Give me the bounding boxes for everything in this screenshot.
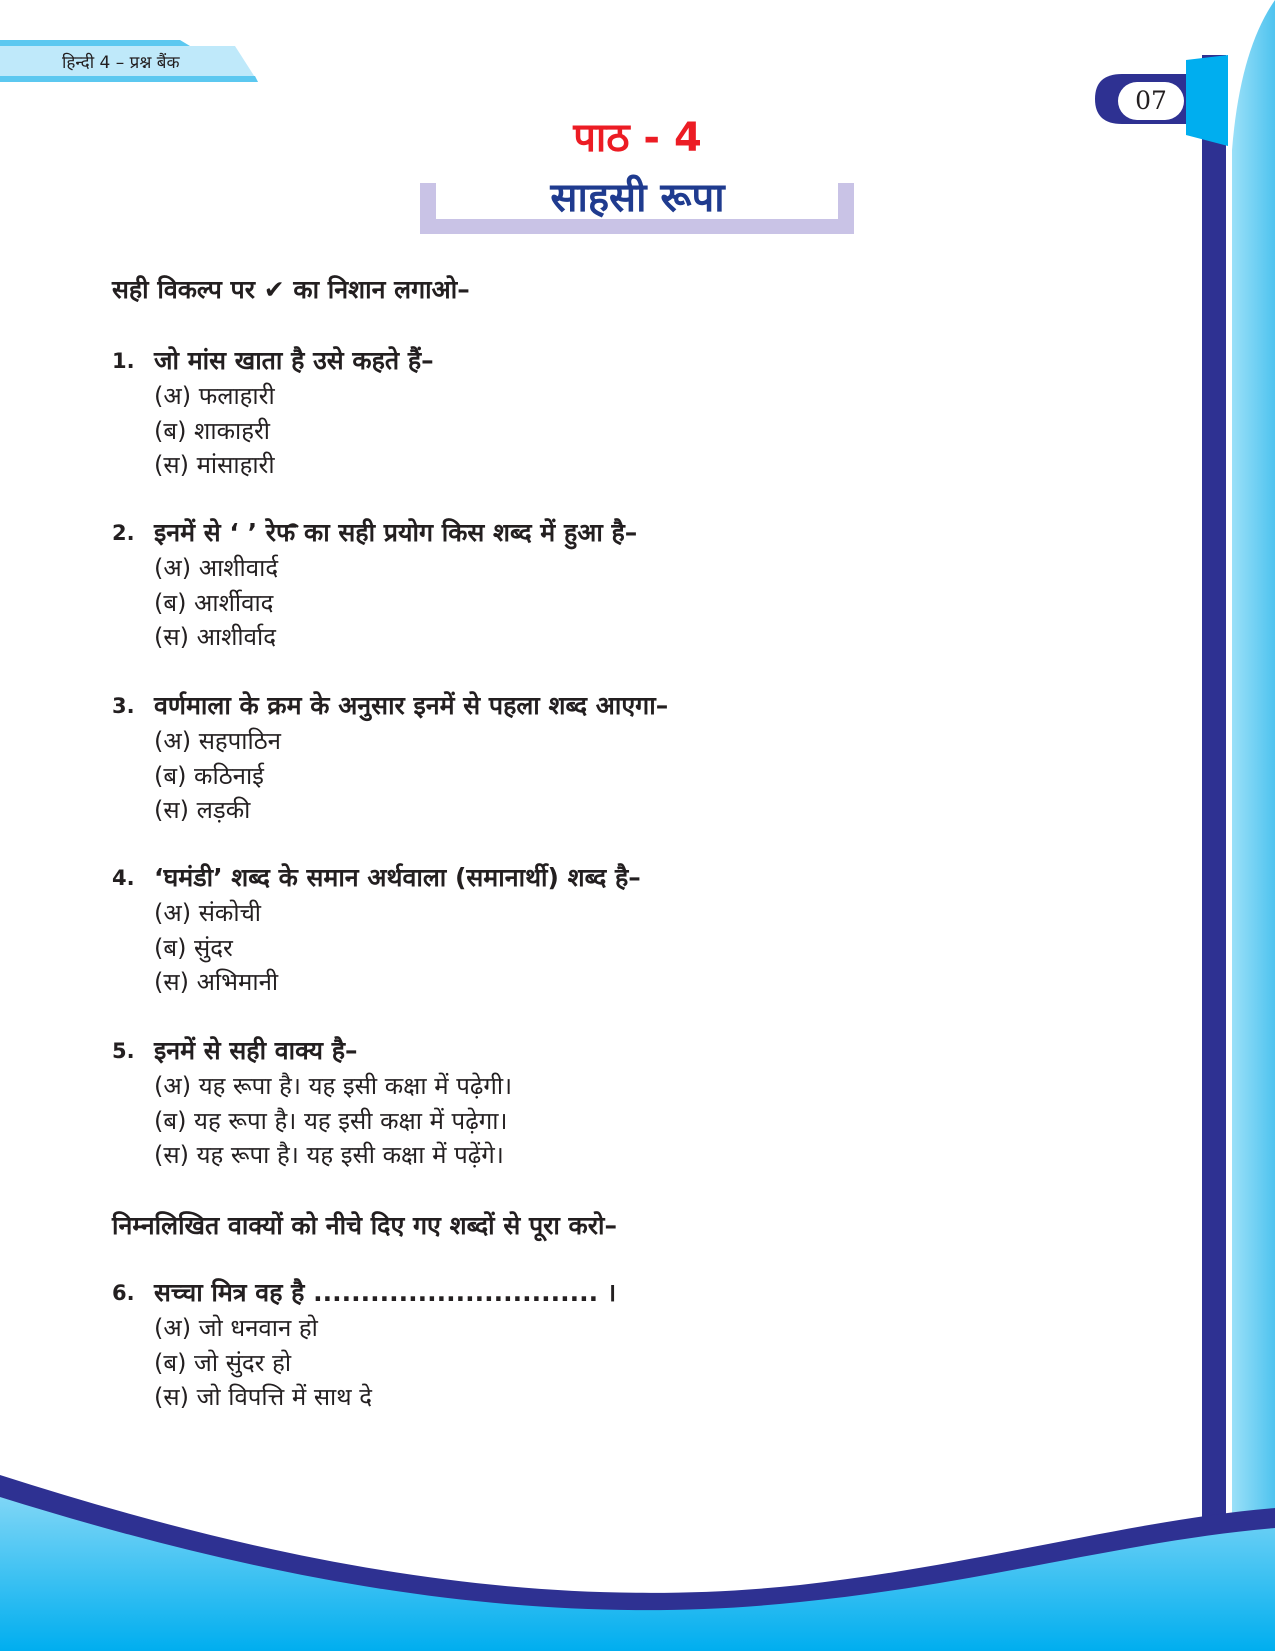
option-a: (अ) फलाहारी: [154, 382, 275, 410]
question-5: [112, 1033, 512, 1173]
question-number: 2.: [112, 521, 135, 545]
option-a: (अ) आशीवार्द: [154, 554, 279, 582]
right-navy-bar: [1202, 55, 1226, 1525]
option-a: (अ) संकोची: [154, 899, 262, 927]
header-tab-back: [0, 40, 190, 46]
instruction-post: का निशान लगाओ–: [293, 275, 470, 304]
question-2: [112, 515, 637, 655]
option-c: (स) यह रूपा है। यह इसी कक्षा में पढ़ेंगे।: [154, 1141, 504, 1169]
right-sky-band: [1232, 0, 1275, 1520]
page-number: 07: [1135, 86, 1167, 115]
section-instruction: [112, 272, 470, 306]
lesson-number: पाठ - 4: [573, 115, 702, 161]
option-c: (स) लड़की: [154, 796, 251, 824]
option-b: (ब) सुंदर: [154, 933, 233, 962]
option-b: (ब) यह रूपा है। यह इसी कक्षा में पढ़ेगा।: [154, 1106, 508, 1135]
check-icon: ✔: [263, 275, 285, 304]
question-text: ‘घमंडी’ शब्द के समान अर्थवाला (समानार्थी) शब्द है–: [154, 863, 641, 892]
question-number: 4.: [112, 866, 135, 890]
option-b: (ब) आर्शीवाद: [154, 588, 274, 617]
question-number: 3.: [112, 694, 135, 718]
section-2-instruction: निम्नलिखित वाक्यों को नीचे दिए गए शब्दों से पूरा करो–: [112, 1211, 617, 1240]
question-text: वर्णमाला के क्रम के अनुसार इनमें से पहला शब्द आएगा–: [154, 691, 669, 720]
question-number: 5.: [112, 1039, 135, 1063]
option-c: (स) मांसाहारी: [154, 451, 275, 479]
option-a: (अ) जो धनवान हो: [154, 1314, 318, 1342]
option-a: (अ) यह रूपा है। यह इसी कक्षा में पढ़ेगी।: [154, 1072, 513, 1100]
bottom-wave: [0, 1497, 1275, 1651]
option-c: (स) जो विपत्ति में साथ दे: [154, 1383, 372, 1411]
question-number: 1.: [112, 349, 135, 373]
question-number: 6.: [112, 1281, 135, 1305]
option-b: (ब) शाकाहरी: [154, 416, 271, 445]
instruction-pre: सही विकल्प पर: [112, 275, 255, 304]
question-3: [112, 688, 668, 828]
question-1: [112, 343, 434, 483]
option-a: (अ) सहपाठिन: [154, 727, 281, 755]
question-4: [112, 860, 641, 1000]
book-label: हिन्दी 4 – प्रश्न बैंक: [62, 53, 180, 73]
question-text: इनमें से सही वाक्य है–: [154, 1036, 358, 1065]
option-c: (स) अभिमानी: [154, 968, 279, 996]
option-c: (स) आशीर्वाद: [154, 623, 276, 651]
option-b: (ब) जो सुंदर हो: [154, 1348, 292, 1377]
header-tab-strip: [0, 76, 258, 82]
question-text: सच्चा मित्र वह है .............................. ।: [154, 1278, 617, 1307]
question-6: [112, 1275, 616, 1415]
option-b: (ब) कठिनाई: [154, 761, 264, 790]
question-text: जो मांस खाता है उसे कहते हैं–: [154, 346, 434, 375]
question-text: इनमें से ‘ ’ रेफ का सही प्रयोग किस शब्द में हुआ है–: [154, 518, 638, 547]
lesson-title: साहसी रूपा: [550, 175, 725, 221]
